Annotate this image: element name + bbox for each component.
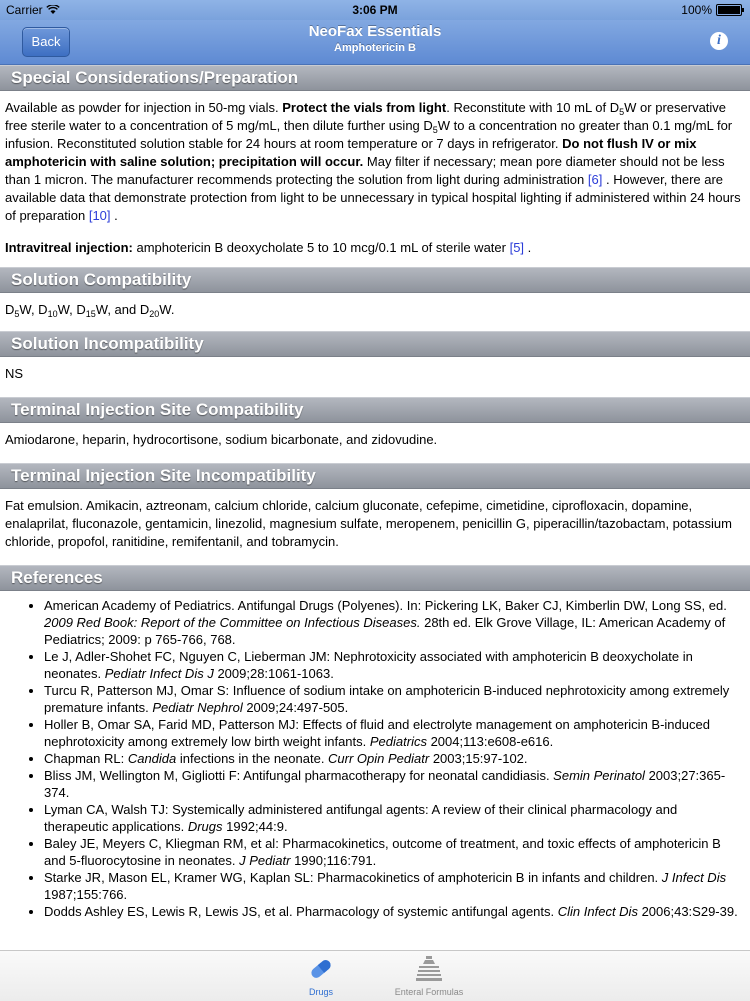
list-item: • Le J, Adler-Shohet FC, Nguyen C, Lieberman JM: Nephrotoxicity associated with amphotericin B deoxycholate in neonates. Pediatr Infect Dis J 2009;28:1061-1063.	[44, 648, 745, 682]
section-body-special-considerations	[0, 91, 750, 267]
info-icon[interactable]: i	[710, 32, 728, 50]
formula-icon	[414, 955, 444, 983]
list-item: • Dodds Ashley ES, Lewis R, Lewis JS, et al. Pharmacology of systemic antifungal agents. Clin Infect Dis 2006;43:S29-39.	[44, 903, 745, 920]
references-list	[0, 591, 750, 924]
section-body-solution-incompatibility: NS	[5, 366, 24, 381]
intravitreal-paragraph: Intravitreal injection: amphotericin B deoxycholate 5 to 10 mcg/0.1 mL of sterile water [5] .	[5, 240, 532, 255]
list-item: • Turcu R, Patterson MJ, Omar S: Influence of sodium intake on amphotericin B-induced nephrotoxicity among extremely premature infants. Pediatr Nephrol 2009;24:497-505.	[44, 682, 745, 716]
tab-label: Drugs	[308, 987, 333, 997]
section-body-solution-compatibility: $D_5W$, $D_{10}W$, $D_{15}W$, and $D_{20}W$.	[5, 302, 175, 319]
section-header-solution-compatibility: Solution Compatibility	[0, 267, 750, 293]
section-header-terminal-site-compatibility: Terminal Injection Site Compatibility	[0, 397, 750, 423]
preparation-paragraph: Available as powder for injection in 50-mg vials. Protect the vials from light. Reconstitute with 10 mL of $D_5W$ or preservative free sterile water to a concentration of 5 mg/mL, then dilute further using $D_5W$ to a concentration no greater than 0.1 mg/mL for infusion. Reconstituted solution stable for 24 hours at room temperature or 7 days in refrigerator. Do not flush IV or mix amphotericin with saline solution; precipitation will occur. May filter if necessary; mean pore diameter should not be less than 1 micron. The manufacturer recommends protecting the solution from light during administration [6] . However, there are available data that demonstrate protection from light to be unnecessary in typical hospital lighting if administered within 24 hours of preparation [10] .	[5, 100, 741, 223]
drug-name: Amphotericin B	[334, 42, 416, 54]
tab-bar	[0, 950, 750, 1001]
battery-icon	[716, 4, 742, 16]
app-title: NeoFax Essentials	[308, 23, 442, 40]
tab-label: Enteral Formulas	[394, 987, 464, 997]
reference-link[interactable]: [6]	[587, 172, 603, 187]
section-header-references: References	[0, 565, 750, 591]
section-header-solution-incompatibility: Solution Incompatibility	[0, 331, 750, 357]
list-item: • Lyman CA, Walsh TJ: Systemically administered antifungal agents: A review of their clinical pharmacology and therapeutic applications. Drugs 1992;44:9.	[44, 801, 745, 835]
section-header-terminal-site-incompatibility: Terminal Injection Site Incompatibility	[0, 463, 750, 489]
reference-link[interactable]: [5]	[509, 240, 525, 255]
clock: 3:06 PM	[352, 3, 398, 17]
list-item: • Chapman RL: Candida infections in the neonate. Curr Opin Pediatr 2003;15:97-102.	[44, 750, 745, 767]
pill-icon	[306, 955, 336, 983]
reference-link[interactable]: [10]	[88, 208, 111, 223]
carrier-label: Carrier	[6, 3, 60, 17]
navigation-bar	[0, 20, 750, 65]
list-item: • Holler B, Omar SA, Farid MD, Patterson MJ: Effects of fluid and electrolyte management on amphotericin B-induced nephrotoxicity among extremely low birth weight infants. Pediatrics 2004;113:e608-e616.	[44, 716, 745, 750]
section-body-terminal-site-incompatibility: Fat emulsion. Amikacin, aztreonam, calcium chloride, calcium gluconate, cefepime, cimetidine, ciprofloxacin, dopamine, enalaprilat, fluconazole, gentamicin, linezolid, magnesium sulfate, meropenem, penicillin G, piperacillin/tazobactam, potassium chloride, propofol, ranitidine, remifentanil, and tobramycin.	[5, 498, 732, 549]
battery-percent: 100%	[681, 3, 712, 17]
battery-status	[681, 3, 742, 17]
list-item: • Bliss JM, Wellington M, Gigliotti F: Antifungal pharmacotherapy for neonatal candidiasis. Semin Perinatol 2003;27:365-374.	[44, 767, 745, 801]
tab-drugs[interactable]	[271, 955, 371, 997]
list-item: • Starke JR, Mason EL, Kramer WG, Kaplan SL: Pharmacokinetics of amphotericin B in infants and children. J Infect Dis 1987;155:766.	[44, 869, 745, 903]
section-body-terminal-site-compatibility: Amiodarone, heparin, hydrocortisone, sodium bicarbonate, and zidovudine.	[5, 432, 438, 447]
monograph-content[interactable]	[0, 65, 750, 950]
list-item: • American Academy of Pediatrics. Antifungal Drugs (Polyenes). In: Pickering LK, Baker CJ, Kimberlin DW, Long SS, ed. 2009 Red Book: Report of the Committee on Infectious Diseases. 28th ed. Elk Grove Village, IL: American Academy of Pediatrics; 2009: p 765-766, 768.	[44, 597, 745, 648]
list-item: • Baley JE, Meyers C, Kliegman RM, et al: Pharmacokinetics, outcome of treatment, and toxic effects of amphotericin B and 5-fluorocytosine in neonates. J Pediatr 1990;116:791.	[44, 835, 745, 869]
status-bar	[0, 0, 750, 20]
back-button[interactable]: Back	[22, 27, 70, 57]
tab-enteral-formulas[interactable]	[379, 955, 479, 997]
section-header-special-considerations: Special Considerations/Preparation	[0, 65, 750, 91]
